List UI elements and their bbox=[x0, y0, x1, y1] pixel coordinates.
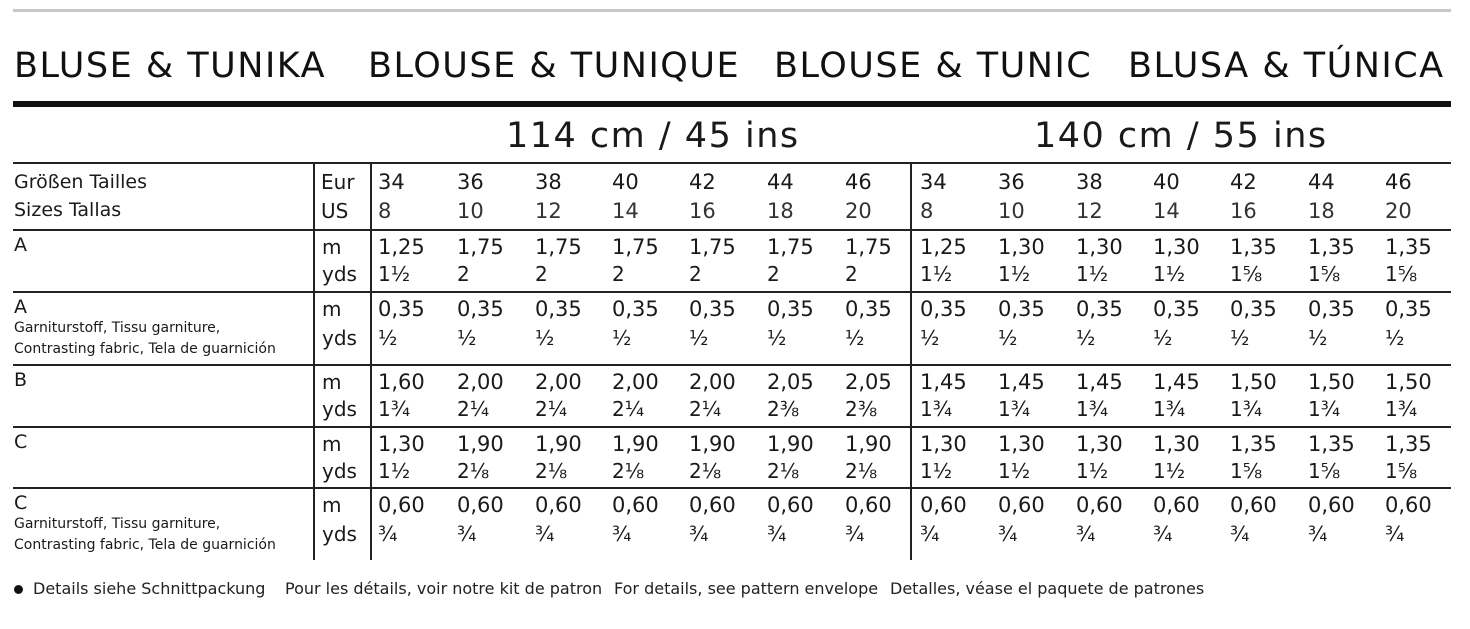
yards-label: yds bbox=[322, 522, 357, 546]
yards-value: 2 bbox=[535, 262, 548, 286]
table-row-divider bbox=[13, 487, 1451, 489]
yards-value: ¾ bbox=[1230, 522, 1250, 546]
meters-value: 0,60 bbox=[920, 493, 967, 517]
yards-value: ½ bbox=[920, 326, 940, 350]
yards-label: yds bbox=[322, 262, 357, 286]
meters-value: 0,60 bbox=[689, 493, 736, 517]
meters-value: 1,50 bbox=[1308, 370, 1355, 394]
eur-size: 44 bbox=[767, 170, 794, 194]
yards-value: 1½ bbox=[1076, 459, 1109, 483]
yards-value: 1¾ bbox=[1076, 397, 1109, 421]
view-sublabel-1: Garniturstoff, Tissu garniture, bbox=[14, 320, 221, 336]
meters-value: 0,60 bbox=[1308, 493, 1355, 517]
footer-note-german: Details siehe Schnittpackung bbox=[33, 579, 266, 598]
footer-note-english: For details, see pattern envelope bbox=[614, 579, 879, 598]
yards-value: 1½ bbox=[998, 262, 1031, 286]
yards-value: 2⅛ bbox=[767, 459, 800, 483]
meters-value: 1,35 bbox=[1230, 432, 1277, 456]
footer-note-spanish: Detalles, véase el paquete de patrones bbox=[890, 579, 1205, 598]
yards-value: ½ bbox=[612, 326, 632, 350]
us-size: 8 bbox=[920, 199, 934, 223]
eur-size: 38 bbox=[535, 170, 562, 194]
meters-value: 1,90 bbox=[457, 432, 504, 456]
yards-value: 1¾ bbox=[998, 397, 1031, 421]
yards-value: 2⅛ bbox=[612, 459, 645, 483]
yards-value: 2 bbox=[612, 262, 625, 286]
meters-value: 1,30 bbox=[998, 432, 1045, 456]
meters-value: 1,30 bbox=[998, 235, 1045, 259]
unit-column-divider bbox=[370, 162, 372, 560]
yards-value: 2⅜ bbox=[845, 397, 878, 421]
eur-size: 40 bbox=[612, 170, 639, 194]
eur-size: 46 bbox=[845, 170, 872, 194]
yards-value: ½ bbox=[457, 326, 477, 350]
us-size: 18 bbox=[767, 199, 794, 223]
yards-value: 2⅛ bbox=[457, 459, 490, 483]
yards-value: 2 bbox=[767, 262, 780, 286]
meters-value: 2,00 bbox=[457, 370, 504, 394]
meters-value: 0,35 bbox=[920, 297, 967, 321]
yards-value: 2¼ bbox=[689, 397, 722, 421]
yards-value: 2 bbox=[845, 262, 858, 286]
meters-value: 0,60 bbox=[535, 493, 582, 517]
meters-value: 1,60 bbox=[378, 370, 425, 394]
eur-size: 36 bbox=[457, 170, 484, 194]
table-row-divider bbox=[13, 291, 1451, 293]
meters-value: 1,30 bbox=[1076, 432, 1123, 456]
us-size: 16 bbox=[1230, 199, 1257, 223]
meters-label: m bbox=[322, 493, 342, 517]
meters-value: 1,35 bbox=[1385, 432, 1432, 456]
yards-value: 1½ bbox=[1076, 262, 1109, 286]
eur-size: 40 bbox=[1153, 170, 1180, 194]
meters-value: 1,75 bbox=[535, 235, 582, 259]
us-size: 10 bbox=[998, 199, 1025, 223]
label-column-divider bbox=[313, 162, 315, 560]
view-label: C bbox=[14, 492, 28, 514]
yards-value: 2⅛ bbox=[845, 459, 878, 483]
meters-value: 0,35 bbox=[1385, 297, 1432, 321]
yards-value: 1½ bbox=[1153, 459, 1186, 483]
yards-value: 1¾ bbox=[1385, 397, 1418, 421]
yards-value: ½ bbox=[1076, 326, 1096, 350]
yards-value: ¾ bbox=[920, 522, 940, 546]
yards-value: ¾ bbox=[1153, 522, 1173, 546]
meters-value: 1,90 bbox=[612, 432, 659, 456]
table-row-divider bbox=[13, 229, 1451, 231]
us-size: 16 bbox=[689, 199, 716, 223]
eur-size: 44 bbox=[1308, 170, 1335, 194]
title-english: BLOUSE & TUNIC bbox=[774, 46, 1093, 86]
yards-value: 2¼ bbox=[535, 397, 568, 421]
us-size: 18 bbox=[1308, 199, 1335, 223]
title-rule bbox=[13, 101, 1451, 107]
yards-label: yds bbox=[322, 397, 357, 421]
table-row-divider bbox=[13, 162, 1451, 164]
yards-value: 1¾ bbox=[1153, 397, 1186, 421]
meters-value: 1,75 bbox=[689, 235, 736, 259]
yards-value: 1⅝ bbox=[1308, 262, 1341, 286]
meters-value: 0,35 bbox=[1308, 297, 1355, 321]
meters-value: 1,90 bbox=[767, 432, 814, 456]
meters-value: 0,60 bbox=[457, 493, 504, 517]
table-row-divider bbox=[13, 426, 1451, 428]
meters-value: 0,60 bbox=[1385, 493, 1432, 517]
yards-value: 2⅜ bbox=[767, 397, 800, 421]
yards-value: 1¾ bbox=[1230, 397, 1263, 421]
yards-value: 1½ bbox=[920, 262, 953, 286]
meters-value: 0,60 bbox=[378, 493, 425, 517]
meters-value: 0,60 bbox=[1153, 493, 1200, 517]
meters-value: 0,60 bbox=[612, 493, 659, 517]
yards-value: ½ bbox=[1153, 326, 1173, 350]
yards-value: 1½ bbox=[1153, 262, 1186, 286]
meters-value: 0,60 bbox=[1076, 493, 1123, 517]
yards-value: 1½ bbox=[998, 459, 1031, 483]
title-german: BLUSE & TUNIKA bbox=[14, 46, 327, 86]
meters-value: 1,90 bbox=[845, 432, 892, 456]
view-label: A bbox=[14, 296, 27, 318]
yards-value: ¾ bbox=[998, 522, 1018, 546]
meters-value: 1,35 bbox=[1308, 432, 1355, 456]
yards-value: 1⅝ bbox=[1385, 459, 1418, 483]
size-label-line1: Größen Tailles bbox=[14, 171, 148, 193]
yards-value: 1⅝ bbox=[1308, 459, 1341, 483]
yards-value: 2¼ bbox=[612, 397, 645, 421]
meters-label: m bbox=[322, 370, 342, 394]
yards-value: ½ bbox=[689, 326, 709, 350]
yards-value: 2⅛ bbox=[689, 459, 722, 483]
yards-value: ¾ bbox=[689, 522, 709, 546]
meters-value: 1,90 bbox=[535, 432, 582, 456]
us-size: 14 bbox=[1153, 199, 1180, 223]
us-size: 10 bbox=[457, 199, 484, 223]
yards-value: ½ bbox=[1385, 326, 1405, 350]
width-group-divider bbox=[910, 162, 912, 560]
fabric-width-140: 140 cm / 55 ins bbox=[1034, 116, 1328, 156]
meters-value: 2,00 bbox=[535, 370, 582, 394]
meters-value: 1,25 bbox=[920, 235, 967, 259]
view-label: B bbox=[14, 369, 28, 391]
meters-value: 0,35 bbox=[378, 297, 425, 321]
top-rule bbox=[13, 9, 1451, 12]
yards-value: 2 bbox=[457, 262, 470, 286]
meters-value: 2,05 bbox=[767, 370, 814, 394]
meters-value: 1,50 bbox=[1385, 370, 1432, 394]
eur-size: 42 bbox=[689, 170, 716, 194]
meters-value: 0,35 bbox=[1230, 297, 1277, 321]
yards-value: ¾ bbox=[1385, 522, 1405, 546]
title-french: BLOUSE & TUNIQUE bbox=[368, 46, 741, 86]
yards-value: 1¾ bbox=[378, 397, 411, 421]
title-spanish: BLUSA & TÚNICA bbox=[1128, 46, 1445, 86]
meters-value: 0,35 bbox=[689, 297, 736, 321]
yards-value: 1⅝ bbox=[1230, 262, 1263, 286]
eur-size: 46 bbox=[1385, 170, 1412, 194]
yards-value: 2⅛ bbox=[535, 459, 568, 483]
footer-note-french: Pour les détails, voir notre kit de patron bbox=[285, 579, 603, 598]
eur-size: 34 bbox=[920, 170, 947, 194]
bullet-icon bbox=[14, 585, 23, 594]
meters-value: 0,35 bbox=[1076, 297, 1123, 321]
us-size: 12 bbox=[1076, 199, 1103, 223]
meters-value: 1,30 bbox=[920, 432, 967, 456]
meters-value: 1,35 bbox=[1230, 235, 1277, 259]
yards-value: ¾ bbox=[1076, 522, 1096, 546]
us-size: 20 bbox=[1385, 199, 1412, 223]
yards-label: yds bbox=[322, 459, 357, 483]
meters-value: 1,45 bbox=[920, 370, 967, 394]
view-sublabel-2: Contrasting fabric, Tela de guarnición bbox=[14, 537, 276, 553]
meters-value: 1,30 bbox=[1153, 235, 1200, 259]
meters-value: 1,45 bbox=[998, 370, 1045, 394]
meters-value: 0,60 bbox=[845, 493, 892, 517]
meters-value: 1,45 bbox=[1076, 370, 1123, 394]
meters-value: 1,75 bbox=[612, 235, 659, 259]
meters-value: 1,75 bbox=[457, 235, 504, 259]
yards-value: ¾ bbox=[612, 522, 632, 546]
yards-value: ½ bbox=[1308, 326, 1328, 350]
yards-value: ½ bbox=[1230, 326, 1250, 350]
meters-value: 2,00 bbox=[612, 370, 659, 394]
eur-size: 38 bbox=[1076, 170, 1103, 194]
meters-value: 0,35 bbox=[457, 297, 504, 321]
meters-label: m bbox=[322, 432, 342, 456]
yards-value: ¾ bbox=[1308, 522, 1328, 546]
meters-value: 1,35 bbox=[1385, 235, 1432, 259]
meters-value: 1,75 bbox=[845, 235, 892, 259]
meters-value: 1,45 bbox=[1153, 370, 1200, 394]
meters-label: m bbox=[322, 235, 342, 259]
meters-value: 1,25 bbox=[378, 235, 425, 259]
us-size: 14 bbox=[612, 199, 639, 223]
yards-value: 2 bbox=[689, 262, 702, 286]
meters-value: 2,05 bbox=[845, 370, 892, 394]
yards-value: 1½ bbox=[920, 459, 953, 483]
size-label-line2: Sizes Tallas bbox=[14, 199, 122, 221]
meters-label: m bbox=[322, 297, 342, 321]
yards-value: ¾ bbox=[378, 522, 398, 546]
meters-value: 1,75 bbox=[767, 235, 814, 259]
yards-value: ¾ bbox=[845, 522, 865, 546]
us-size: 8 bbox=[378, 199, 392, 223]
meters-value: 1,30 bbox=[378, 432, 425, 456]
view-label: A bbox=[14, 234, 27, 256]
yards-value: ¾ bbox=[457, 522, 477, 546]
yards-value: ¾ bbox=[535, 522, 555, 546]
yards-value: ½ bbox=[535, 326, 555, 350]
yards-value: 1½ bbox=[378, 262, 411, 286]
yards-value: 1¾ bbox=[920, 397, 953, 421]
view-sublabel-2: Contrasting fabric, Tela de guarnición bbox=[14, 341, 276, 357]
eur-size: 42 bbox=[1230, 170, 1257, 194]
yards-value: ½ bbox=[845, 326, 865, 350]
yards-value: ½ bbox=[767, 326, 787, 350]
meters-value: 0,35 bbox=[767, 297, 814, 321]
yards-value: ¾ bbox=[767, 522, 787, 546]
meters-value: 2,00 bbox=[689, 370, 736, 394]
meters-value: 1,30 bbox=[1076, 235, 1123, 259]
meters-value: 0,60 bbox=[1230, 493, 1277, 517]
meters-value: 1,90 bbox=[689, 432, 736, 456]
yards-value: 1⅝ bbox=[1385, 262, 1418, 286]
eur-size: 34 bbox=[378, 170, 405, 194]
yards-value: 1½ bbox=[378, 459, 411, 483]
view-label: C bbox=[14, 431, 28, 453]
meters-value: 1,50 bbox=[1230, 370, 1277, 394]
eur-label: Eur bbox=[321, 170, 355, 194]
yards-label: yds bbox=[322, 326, 357, 350]
us-size: 12 bbox=[535, 199, 562, 223]
yards-value: ½ bbox=[998, 326, 1018, 350]
us-label: US bbox=[321, 199, 349, 223]
meters-value: 0,35 bbox=[998, 297, 1045, 321]
meters-value: 1,35 bbox=[1308, 235, 1355, 259]
meters-value: 0,60 bbox=[767, 493, 814, 517]
meters-value: 0,35 bbox=[845, 297, 892, 321]
yards-value: 2¼ bbox=[457, 397, 490, 421]
table-row-divider bbox=[13, 364, 1451, 366]
eur-size: 36 bbox=[998, 170, 1025, 194]
meters-value: 0,35 bbox=[535, 297, 582, 321]
fabric-width-114: 114 cm / 45 ins bbox=[506, 116, 800, 156]
yards-value: 1¾ bbox=[1308, 397, 1341, 421]
meters-value: 0,35 bbox=[612, 297, 659, 321]
meters-value: 1,30 bbox=[1153, 432, 1200, 456]
us-size: 20 bbox=[845, 199, 872, 223]
meters-value: 0,35 bbox=[1153, 297, 1200, 321]
view-sublabel-1: Garniturstoff, Tissu garniture, bbox=[14, 516, 221, 532]
meters-value: 0,60 bbox=[998, 493, 1045, 517]
yards-value: ½ bbox=[378, 326, 398, 350]
yards-value: 1⅝ bbox=[1230, 459, 1263, 483]
